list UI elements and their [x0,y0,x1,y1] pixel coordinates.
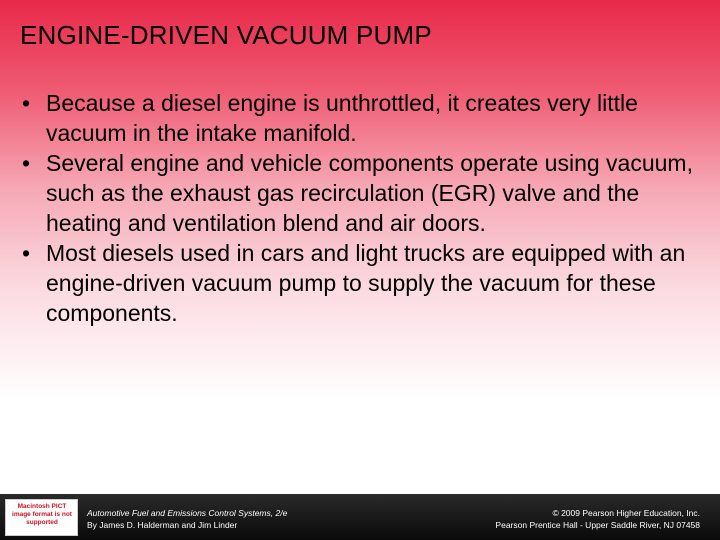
footer-bar [0,494,720,540]
bullet-marker: • [22,90,31,116]
bullet-item [22,88,712,148]
bullet-marker: • [22,150,31,176]
book-title: Automotive Fuel and Emissions Control Systems, 2/e [87,508,288,518]
footer-citation [87,507,287,531]
bullet-text: Most diesels used in cars and light trucks are equipped with an engine-driven vacuum pump to supply the vacuum for these components. [46,240,686,326]
book-authors: By James D. Halderman and Jim Linder [87,520,238,530]
bullet-marker: • [22,240,31,266]
logo-placeholder-text: Macintosh PICT image format is not supported [12,503,72,526]
publisher-logo-placeholder [5,499,78,536]
bullet-text: Because a diesel engine is unthrottled, it creates very little vacuum in the intake manifold. [46,90,638,146]
bullet-text: Several engine and vehicle components operate using vacuum, such as the exhaust gas recirculation (EGR) valve and the heating and ventilation blend and air doors. [46,150,693,236]
bullet-item [22,148,712,238]
slide-title: ENGINE-DRIVEN VACUUM PUMP [20,20,432,50]
copyright-text: © 2009 Pearson Higher Education, Inc. [552,508,700,518]
bullet-list [22,88,712,328]
bullet-item [22,238,712,328]
footer-copyright [495,507,700,531]
publisher-text: Pearson Prentice Hall - Upper Saddle River, NJ 07458 [495,520,700,530]
